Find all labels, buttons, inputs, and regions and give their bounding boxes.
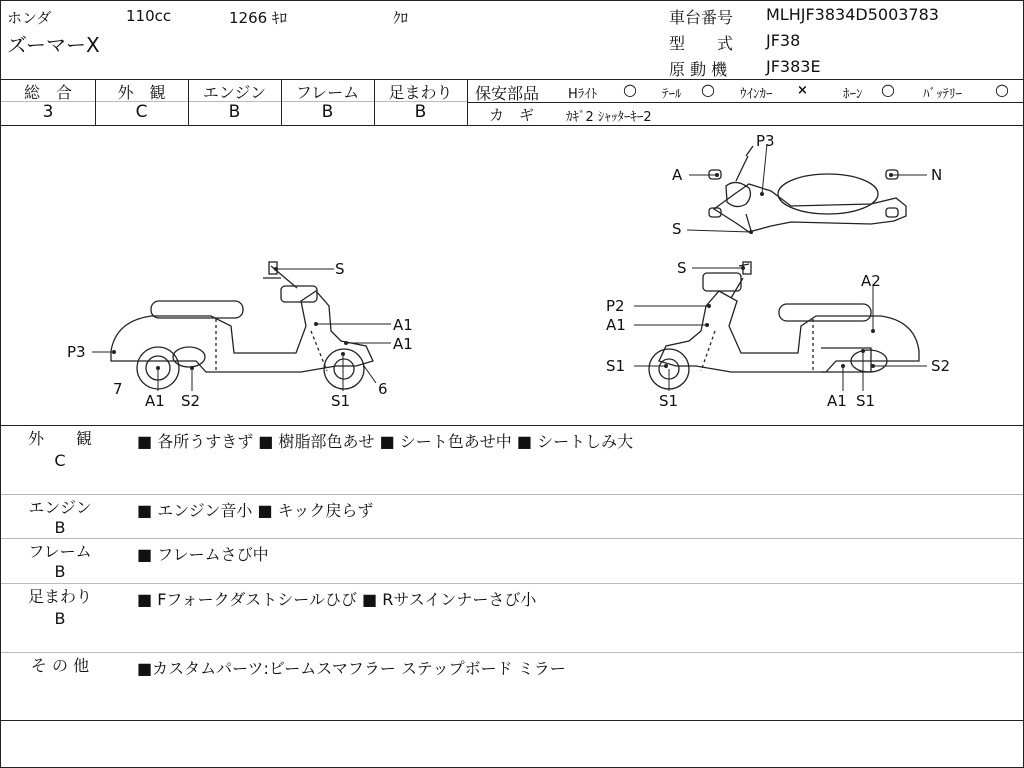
- note-engine-text: ■ エンジン音小 ■ キック戻らず: [137, 501, 374, 520]
- note-frame-text: ■ フレームさび中: [137, 545, 269, 564]
- type-value: JF38: [766, 31, 801, 50]
- note-exterior-text: ■ 各所うすきず ■ 樹脂部色あせ ■ シート色あせ中 ■ シートしみ大: [137, 432, 634, 451]
- label-left-p3: P3: [67, 343, 86, 361]
- label-top-s: S: [672, 220, 682, 238]
- label-left-6: 6: [378, 380, 388, 398]
- grade-suspension-value: B: [414, 102, 427, 122]
- label-right-s2: S2: [931, 357, 951, 375]
- note-exterior-grade: C: [54, 451, 66, 470]
- divider: [467, 79, 468, 125]
- label-right-a2: A2: [861, 272, 881, 290]
- safety-battery: ﾊﾞｯﾃﾘｰ: [923, 87, 962, 102]
- label-right-a1-upper: A1: [606, 316, 626, 334]
- divider: [467, 102, 1023, 103]
- label-top-p3: P3: [756, 132, 775, 150]
- note-suspension-grade: B: [54, 609, 66, 628]
- label-left-a1-wheel: A1: [145, 392, 165, 410]
- scooter-left-view: [111, 262, 373, 389]
- label-left-s: S: [335, 260, 345, 278]
- label-top-a: A: [672, 166, 683, 184]
- safety-horn: ﾎｰﾝ: [843, 87, 863, 102]
- frame-label: 車台番号: [669, 8, 734, 27]
- engine-value: JF383E: [766, 57, 821, 76]
- label-left-s2: S2: [181, 392, 201, 410]
- safety-headlight-mark: ○: [623, 80, 637, 99]
- label-right-s: S: [677, 259, 687, 277]
- grade-engine-label: エンジン: [202, 83, 267, 102]
- safety-winker-mark: ×: [797, 83, 808, 98]
- label-right-p2: P2: [606, 297, 625, 315]
- grade-suspension-label: 足まわり: [388, 83, 453, 102]
- safety-tail-mark: ○: [701, 80, 715, 99]
- note-frame-grade: B: [54, 562, 66, 581]
- scooter-diagram: [1, 126, 1023, 426]
- type-label: 型 式: [669, 34, 734, 53]
- engine-label: 原 動 機: [669, 60, 728, 79]
- label-right-s1-rear: S1: [856, 392, 876, 410]
- divider: [1, 538, 1023, 539]
- safety-label: 保安部品: [475, 84, 540, 103]
- safety-horn-mark: ○: [881, 80, 895, 99]
- model-name: ズーマーX: [7, 33, 100, 57]
- note-frame-label: フレーム: [28, 542, 92, 561]
- note-engine-label: エンジン: [28, 498, 92, 517]
- maker: ホンダ: [7, 9, 52, 27]
- key-value: ｶｷﾞ2 ｼｬｯﾀｰｷｰ2: [566, 110, 652, 125]
- label-right-a1-lower: A1: [827, 392, 847, 410]
- label-right-s1-front: S1: [606, 357, 626, 375]
- scooter-top-view: [709, 146, 906, 234]
- mileage: 1266 ｷﾛ: [229, 9, 287, 27]
- label-right-s1-wheel: S1: [659, 392, 679, 410]
- grade-total-label: 総 合: [23, 83, 72, 102]
- divider: [1, 425, 1023, 426]
- divider: [1, 583, 1023, 584]
- key-label: カ ギ: [489, 106, 535, 124]
- divider: [1, 494, 1023, 495]
- color: ｸﾛ: [393, 9, 409, 27]
- grade-engine-value: B: [228, 102, 241, 122]
- note-exterior-label: 外 観: [27, 429, 92, 448]
- label-left-a1-upper: A1: [393, 316, 413, 334]
- grade-frame-label: フレーム: [295, 83, 360, 102]
- displacement: 110cc: [126, 7, 172, 25]
- safety-headlight: Hﾗｲﾄ: [568, 87, 598, 102]
- grade-exterior-value: C: [135, 102, 148, 122]
- grade-total-value: 3: [42, 102, 54, 122]
- grade-frame-value: B: [321, 102, 334, 122]
- note-suspension-label: 足まわり: [27, 587, 92, 606]
- label-left-7: 7: [113, 380, 123, 398]
- grade-exterior-label: 外 観: [117, 83, 166, 102]
- note-other-label: そ の 他: [30, 656, 90, 675]
- note-engine-grade: B: [54, 518, 66, 537]
- frame-number: MLHJF3834D5003783: [766, 5, 939, 24]
- divider: [1, 652, 1023, 653]
- label-left-a1-lower: A1: [393, 335, 413, 353]
- divider: [1, 720, 1023, 721]
- note-suspension-text: ■ Fフォークダストシールひび ■ Rサスインナーさび小: [137, 590, 537, 609]
- label-top-n: N: [931, 166, 943, 184]
- safety-tail: ﾃｰﾙ: [662, 87, 682, 102]
- note-other-text: ■カスタムパーツ:ビームスマフラー ステップボード ミラー: [137, 659, 566, 678]
- label-left-s1: S1: [331, 392, 351, 410]
- safety-winker: ｳｲﾝｶｰ: [740, 87, 773, 102]
- safety-battery-mark: ○: [995, 80, 1009, 99]
